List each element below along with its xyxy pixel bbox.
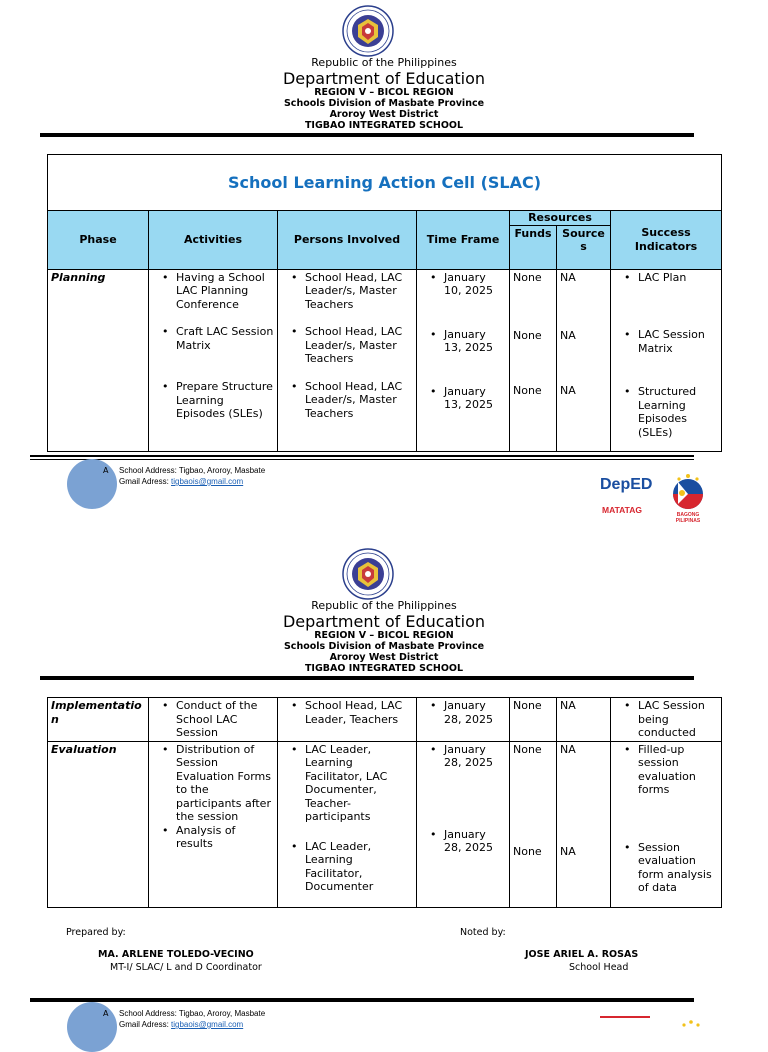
funds-value: None <box>513 383 542 397</box>
list-item: • LAC Session being conducted <box>624 699 718 740</box>
list-item: • January 28, 2025 <box>430 699 506 726</box>
slac-table-continued <box>47 697 722 908</box>
col-sources: Source s <box>557 225 611 269</box>
list-item: • Structured Learning Episodes (SLEs) <box>624 385 718 439</box>
col-activities: Activities <box>149 211 278 270</box>
bagong-pilipinas-logo-partial <box>676 1014 706 1024</box>
republic-text: Republic of the Philippines <box>311 56 457 69</box>
footer-circle <box>67 1002 117 1052</box>
footer-address <box>119 1008 265 1030</box>
sources-cell: NA <box>557 698 611 742</box>
list-item: • School Head, LAC Leader/s, Master Teachers <box>291 271 413 312</box>
funds-cell <box>510 269 557 451</box>
deped-matatag-logo <box>600 476 654 522</box>
bagong-text: BAGONG PILIPINAS <box>675 512 701 524</box>
footer-circle <box>67 459 117 509</box>
success-cell <box>611 269 722 451</box>
noted-by-name: JOSE ARIEL A. ROSAS <box>525 949 639 960</box>
footer-address <box>119 465 265 487</box>
email-label: Gmail Adress: <box>119 477 169 486</box>
list-item: • Analysis of results <box>162 824 274 851</box>
header-rule <box>40 133 694 137</box>
address-label: School Address: <box>119 466 177 475</box>
phase-cell: Evaluation <box>48 741 149 907</box>
time-cell <box>417 698 510 742</box>
department-title: Department of Education <box>282 69 486 88</box>
list-item: • Having a School LAC Planning Conference <box>162 271 274 312</box>
address-value: Tigbao, Aroroy, Masbate <box>178 1009 266 1018</box>
phase-cell: Planning <box>48 269 149 451</box>
footer-marker: A <box>103 1009 109 1018</box>
district-text: Aroroy West District <box>329 652 439 663</box>
list-item: • LAC Leader, Learning Facilitator, LAC Documenter, Teacher-participants <box>291 743 413 824</box>
school-name: TIGBAO INTEGRATED SCHOOL <box>304 120 464 131</box>
list-item: • Craft LAC Session Matrix <box>162 325 274 352</box>
division-text: Schools Division of Masbate Province <box>283 98 485 109</box>
list-item: • School Head, LAC Leader/s, Master Teachers <box>291 380 413 421</box>
funds-value: None <box>513 845 542 858</box>
footer-rule <box>30 455 694 457</box>
footer-rule-thin <box>30 459 694 460</box>
list-item: • LAC Plan <box>624 271 718 285</box>
list-item: • School Head, LAC Leader, Teachers <box>291 699 413 726</box>
list-item: • Prepare Structure Learning Episodes (SLEs) <box>162 380 274 421</box>
deped-logo-text: DepED <box>600 476 653 493</box>
footer-marker: A <box>103 466 109 475</box>
time-cell <box>417 741 510 907</box>
col-time-frame: Time Frame <box>417 211 510 270</box>
noted-by-label: Noted by: <box>460 927 506 938</box>
email-link[interactable]: tigbaois@gmail.com <box>171 1020 244 1029</box>
deped-seal <box>342 548 394 600</box>
table-title: School Learning Action Cell (SLAC) <box>48 155 722 211</box>
table-row <box>48 269 722 451</box>
col-funds: Funds <box>510 225 557 269</box>
slac-table <box>47 154 722 452</box>
table-row <box>48 698 722 742</box>
phase-cell: Implementatio n <box>48 698 149 742</box>
persons-cell <box>278 269 417 451</box>
time-cell <box>417 269 510 451</box>
list-item: • January 28, 2025 <box>430 743 506 770</box>
district-text: Aroroy West District <box>329 109 439 120</box>
list-item: • Conduct of the School LAC Session <box>162 699 274 740</box>
prepared-by-label: Prepared by: <box>66 927 126 938</box>
bagong-pilipinas-logo <box>664 472 712 524</box>
col-persons: Persons Involved <box>278 211 417 270</box>
email-link[interactable]: tigbaois@gmail.com <box>171 477 244 486</box>
activities-cell <box>149 698 278 742</box>
success-cell <box>611 698 722 742</box>
sources-cell <box>557 269 611 451</box>
address-label: School Address: <box>119 1009 177 1018</box>
sources-value: NA <box>560 270 576 284</box>
funds-cell: None <box>510 698 557 742</box>
table-row <box>48 741 722 907</box>
funds-cell <box>510 741 557 907</box>
activities-cell <box>149 741 278 907</box>
deped-seal <box>342 5 394 57</box>
noted-by-role: School Head <box>569 962 629 973</box>
deped-logo-partial <box>600 1016 650 1026</box>
sources-value: NA <box>560 329 576 342</box>
activities-cell <box>149 269 278 451</box>
region-text: REGION V – BICOL REGION <box>314 630 454 641</box>
list-item: • Session evaluation form analysis of data <box>624 841 718 895</box>
list-item: • January 13, 2025 <box>430 328 506 355</box>
header-rule <box>40 676 694 680</box>
email-label: Gmail Adress: <box>119 1020 169 1029</box>
funds-value: None <box>513 270 542 284</box>
address-value: Tigbao, Aroroy, Masbate <box>178 466 266 475</box>
col-success: Success Indicators <box>611 211 722 270</box>
department-title: Department of Education <box>282 612 486 631</box>
list-item: • School Head, LAC Leader/s, Master Teachers <box>291 325 413 366</box>
prepared-by-name: MA. ARLENE TOLEDO-VECINO <box>98 949 254 960</box>
col-phase: Phase <box>48 211 149 270</box>
list-item: • LAC Session Matrix <box>624 328 718 355</box>
school-name: TIGBAO INTEGRATED SCHOOL <box>304 663 464 674</box>
sources-cell <box>557 741 611 907</box>
division-text: Schools Division of Masbate Province <box>283 641 485 652</box>
republic-text: Republic of the Philippines <box>311 599 457 612</box>
col-resources: Resources <box>510 211 611 226</box>
list-item: • January 13, 2025 <box>430 385 506 412</box>
list-item: • LAC Leader, Learning Facilitator, Documenter <box>291 840 413 894</box>
region-text: REGION V – BICOL REGION <box>314 87 454 98</box>
list-item: • January 10, 2025 <box>430 271 506 298</box>
sources-value: NA <box>560 845 576 858</box>
funds-value: None <box>513 329 542 342</box>
persons-cell <box>278 741 417 907</box>
list-item: • Distribution of Session Evaluation Forms to the participants after the session <box>162 743 274 824</box>
list-item: • Filled-up session evaluation forms <box>624 743 718 797</box>
footer-rule <box>30 998 694 1002</box>
matatag-text: MATATAG <box>602 505 642 515</box>
list-item: • January 28, 2025 <box>430 828 506 855</box>
sources-value: NA <box>560 383 576 397</box>
persons-cell <box>278 698 417 742</box>
funds-value: None <box>513 742 542 756</box>
sources-value: NA <box>560 742 576 756</box>
prepared-by-role: MT-I/ SLAC/ L and D Coordinator <box>110 962 262 973</box>
success-cell <box>611 741 722 907</box>
